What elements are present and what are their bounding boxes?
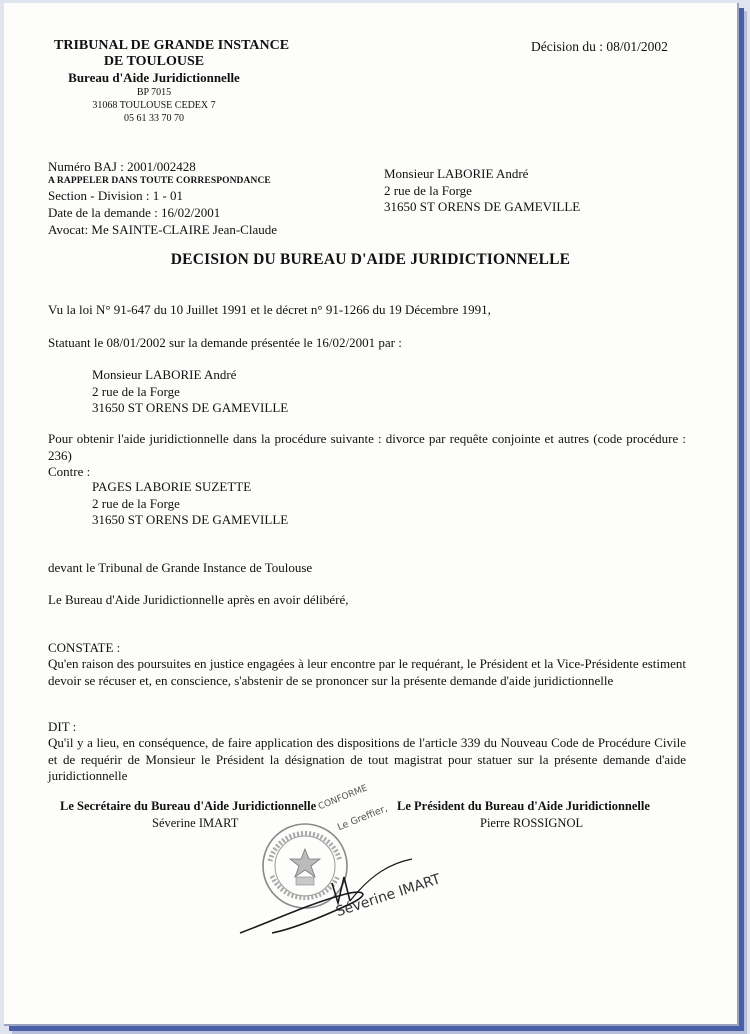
dit-text: Qu'il y a lieu, en conséquence, de faire application des dispositions de l'article 339 du Nouveau Code de Procédure Civile et de requérir de Monsieur le Président la désignation de tout magistrat pour statuer sur la présente demande d'aide juridictionnelle [48, 735, 686, 783]
president-title: Le Président du Bureau d'Aide Juridictionnelle [397, 799, 650, 813]
document-page [4, 3, 739, 1026]
numero-baj: Numéro BAJ : 2001/002428 [48, 159, 196, 174]
stamp-signer-name: Séverine IMART [334, 871, 443, 921]
constate-text: Qu'en raison des poursuites en justice engagées à leur encontre par le requérant, le Président et la Vice-Présidente estiment devoir se récuser et, en conscience, s'abstenir de se prononcer sur la présente demande d'aide juridictionnelle [48, 656, 686, 688]
constate-label: CONSTATE : [48, 640, 121, 655]
reference-block [48, 158, 277, 238]
section-division: Section - Division : 1 - 01 [48, 188, 184, 203]
dit-label: DIT : [48, 719, 77, 734]
recipient-city: 31650 ST ORENS DE GAMEVILLE [384, 199, 581, 214]
stamp-greffier: Le Greffier, [336, 803, 390, 834]
handwritten-signature [232, 833, 432, 943]
secretary-title: Le Secrétaire du Bureau d'Aide Juridictionnelle [60, 799, 317, 813]
secretary-name: Séverine IMART [152, 816, 239, 830]
bp-line: BP 7015 [136, 87, 172, 98]
phone-line: 05 61 33 70 70 [124, 113, 184, 124]
opponent-address [92, 479, 288, 529]
applicant-address [92, 367, 288, 417]
devant-paragraph: devant le Tribunal de Grande Instance de Toulouse [48, 560, 313, 575]
tribunal-heading [54, 38, 290, 70]
decision-date: Décision du : 08/01/2002 [531, 39, 668, 54]
vu-paragraph: Vu la loi N° 91-647 du 10 Juillet 1991 et le décret n° 91-1266 du 19 Décembre 1991, [48, 302, 491, 317]
contre-label: Contre : [48, 464, 91, 479]
opponent-city: 31650 ST ORENS DE GAMEVILLE [92, 512, 289, 527]
statuant-paragraph: Statuant le 08/01/2002 sur la demande présentée le 16/02/2001 par : [48, 335, 402, 350]
date-demande: Date de la demande : 16/02/2001 [48, 205, 221, 220]
city-line: 31068 TOULOUSE CEDEX 7 [92, 100, 216, 111]
avocat: Avocat: Me SAINTE-CLAIRE Jean-Claude [48, 222, 278, 237]
rappel-notice: A RAPPELER DANS TOUTE CORRESPONDANCE [48, 176, 271, 186]
applicant-city: 31650 ST ORENS DE GAMEVILLE [92, 400, 289, 415]
recipient-street: 2 rue de la Forge [384, 182, 472, 198]
stamp-conforme: CONFORME [317, 783, 370, 813]
recipient-address [384, 166, 580, 216]
tribunal-line-1: TRIBUNAL DE GRANDE INSTANCE [54, 38, 290, 53]
applicant-street: 2 rue de la Forge [92, 383, 180, 399]
applicant-name: Monsieur LABORIE André [92, 367, 237, 382]
document-title: DECISION DU BUREAU D'AIDE JURIDICTIONNELLE [170, 251, 571, 268]
bureau-heading: Bureau d'Aide Juridictionnelle [68, 70, 240, 85]
opponent-name: PAGES LABORIE SUZETTE [92, 479, 252, 494]
procedure-paragraph: Pour obtenir l'aide juridictionnelle dans la procédure suivante : divorce par requête conjointe et autres (code procédure : 236) [48, 431, 686, 463]
opponent-street: 2 rue de la Forge [92, 495, 180, 511]
recipient-name: Monsieur LABORIE André [384, 166, 529, 181]
bureau-address [54, 86, 254, 125]
delibere-paragraph: Le Bureau d'Aide Juridictionnelle après en avoir délibéré, [48, 592, 349, 607]
tribunal-line-2: DE TOULOUSE [103, 54, 205, 69]
president-name: Pierre ROSSIGNOL [480, 816, 584, 830]
